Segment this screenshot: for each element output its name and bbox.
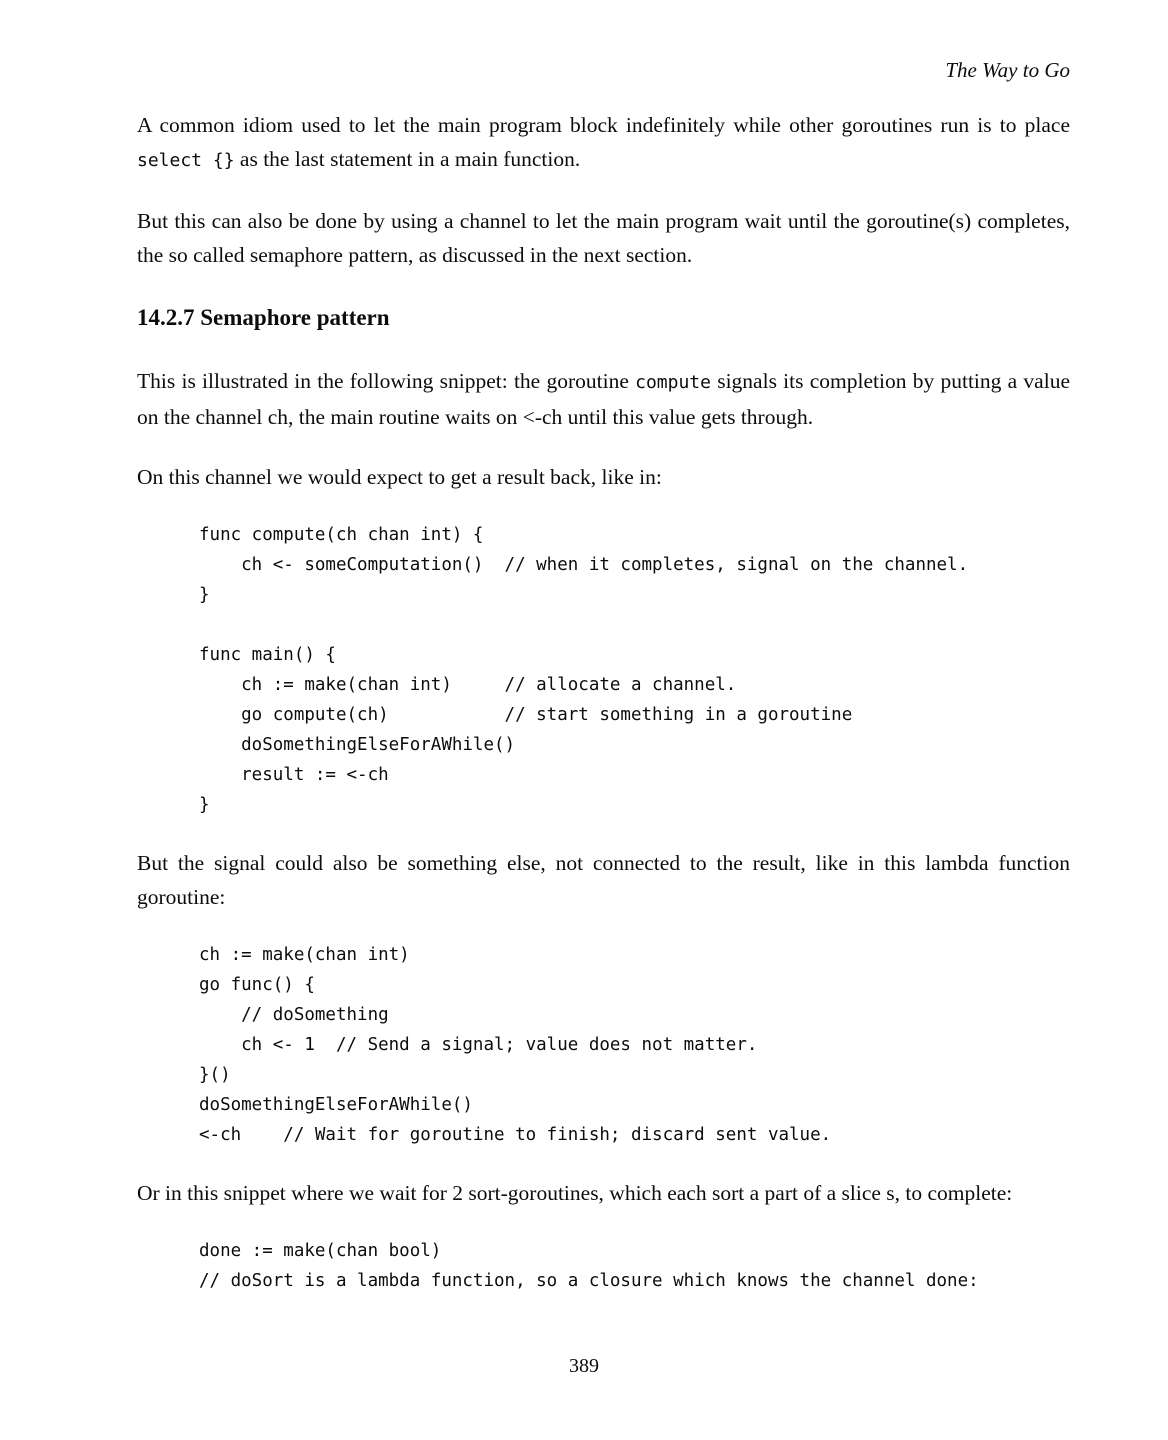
paragraph-sort-goroutines: [137, 1176, 1070, 1210]
paragraph-channel-wait: [137, 204, 1070, 272]
code-line: go func() {: [199, 975, 315, 995]
paragraph-text: signals its completion by putting a value on the channel ch, the main routine waits on <-ch until this value gets through.: [137, 369, 1070, 429]
code-line: go compute(ch) // start something in a goroutine: [199, 705, 853, 725]
code-line: ch <- someComputation() // when it completes, signal on the channel.: [199, 555, 969, 575]
paragraph-text: But this can also be done by using a channel to let the main program wait until the goroutine(s) completes, the so called semaphore pattern, as discussed in the next section.: [137, 209, 1070, 267]
section-heading-text: 14.2.7 Semaphore pattern: [137, 305, 390, 330]
code-line: ch := make(chan int): [199, 945, 410, 965]
paragraph-result-back: [137, 460, 1070, 494]
code-line: }: [199, 795, 210, 815]
code-line: func main() {: [199, 645, 336, 665]
code-block-done-channel: [199, 1236, 1070, 1296]
code-line: done := make(chan bool): [199, 1241, 442, 1261]
paragraph-lambda-intro: [137, 846, 1070, 914]
code-line: doSomethingElseForAWhile(): [199, 735, 516, 755]
paragraph-text: as the last statement in a main function.: [234, 147, 581, 171]
running-head-title: The Way to Go: [945, 58, 1070, 82]
running-head: [137, 56, 1070, 84]
code-line: [199, 610, 1070, 640]
paragraph-text: This is illustrated in the following snippet: the goroutine: [137, 369, 636, 393]
paragraph-snippet-intro: [137, 364, 1070, 434]
code-line: doSomethingElseForAWhile(): [199, 1095, 473, 1115]
code-block-lambda-goroutine: [199, 940, 1070, 1150]
paragraph-text: Or in this snippet where we wait for 2 sort-goroutines, which each sort a part of a slice s, to complete:: [137, 1181, 1013, 1205]
code-line: func compute(ch chan int) {: [199, 525, 484, 545]
code-line: }(): [199, 1065, 231, 1085]
code-line: // doSort is a lambda function, so a closure which knows the channel done:: [199, 1271, 979, 1291]
paragraph-text: But the signal could also be something else, not connected to the result, like in this lambda function goroutine:: [137, 851, 1070, 909]
section-heading: [137, 302, 1070, 334]
page-number: [0, 1355, 1168, 1378]
paragraph-text: On this channel we would expect to get a result back, like in:: [137, 465, 662, 489]
code-line: }: [199, 585, 210, 605]
code-line: ch := make(chan int) // allocate a channel.: [199, 675, 737, 695]
paragraph-text: A common idiom used to let the main program block indefinitely while other goroutines run is to place: [137, 113, 1070, 137]
code-line: // doSomething: [199, 1005, 389, 1025]
page-number-text: 389: [569, 1355, 599, 1377]
code-line: result := <-ch: [199, 765, 389, 785]
paragraph-select-idiom: [137, 108, 1070, 178]
inline-code-select: select {}: [137, 150, 235, 171]
code-block-compute-main: [199, 520, 1070, 820]
inline-code-compute: compute: [635, 372, 711, 393]
code-line: ch <- 1 // Send a signal; value does not matter.: [199, 1035, 758, 1055]
code-line: <-ch // Wait for goroutine to finish; discard sent value.: [199, 1125, 832, 1145]
